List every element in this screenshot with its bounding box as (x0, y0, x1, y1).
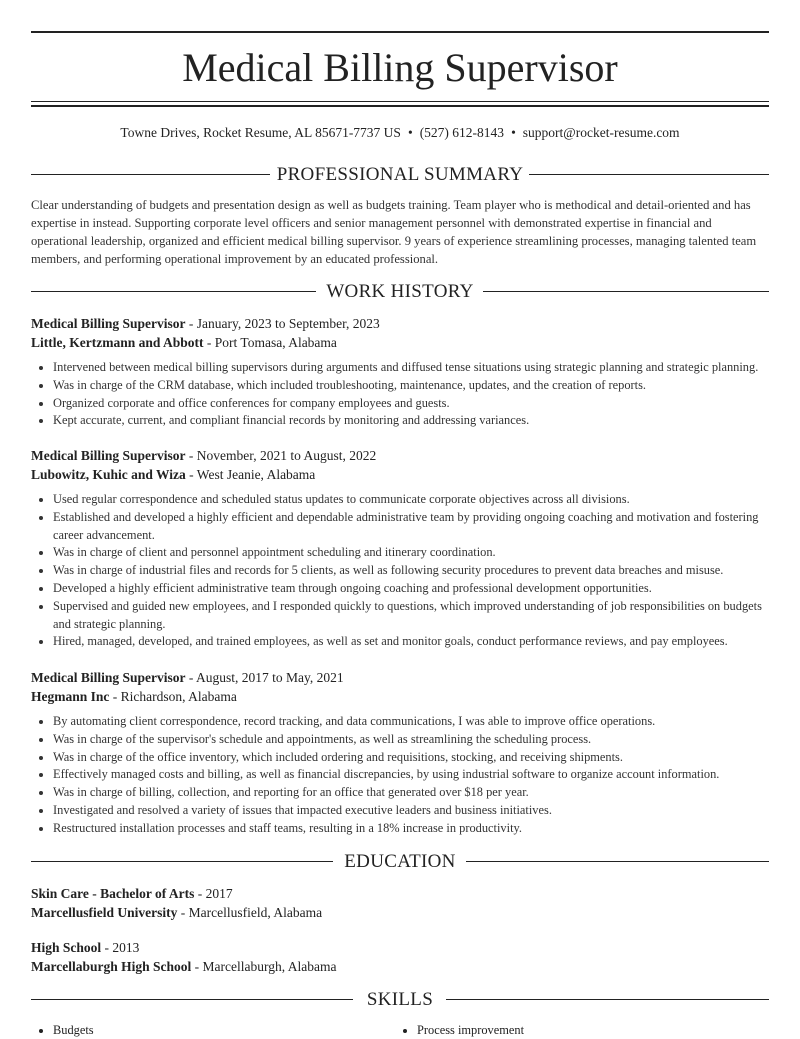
job-title: Medical Billing Supervisor (31, 670, 186, 685)
job-title: Medical Billing Supervisor (31, 448, 186, 463)
job-company: Hegmann Inc (31, 689, 110, 704)
contact-email[interactable]: support@rocket-resume.com (522, 125, 680, 140)
job-bullet: • Developed a highly efficient administrative team through ongoing coaching and professional development opportunities. (53, 580, 769, 598)
job-title: Medical Billing Supervisor (31, 316, 186, 331)
summary-text: Clear understanding of budgets and presentation design as well as budgets training. Team player who is methodical and detail-oriented and has expertise in instead. Supporting corporate level officers and senior management personnel with demonstrated expertise in financial and operational leadership, organized and efficient medical billing supervisor. 9 years of experience streamlining processes, managing talented team members, and performing operational improvement by an educated professional. (31, 198, 757, 266)
skill-item: • Process improvement (417, 1022, 755, 1039)
job-bullet: • Effectively managed costs and billing, as well as financial discrepancies, by using industrial software to organize account information. (53, 766, 769, 784)
job-entry (31, 668, 769, 838)
job-location: - Richardson, Alabama (109, 689, 237, 704)
job-bullet: • Organized corporate and office conferences for company employees and guests. (53, 395, 769, 413)
job-bullets (31, 359, 769, 430)
job-bullet: • Hired, managed, developed, and trained employees, as well as set and monitor goals, conduct performance reviews, and pay employees. (53, 633, 769, 651)
job-bullet: • Was in charge of the office inventory, which included ordering and requisitions, stocking, and receiving shipments. (53, 749, 769, 767)
job-location: - Port Tomasa, Alabama (203, 335, 337, 350)
job-dates: - November, 2021 to August, 2022 (185, 448, 377, 463)
job-location: - West Jeanie, Alabama (185, 467, 316, 482)
contact-line (31, 124, 769, 142)
top-rule (31, 31, 769, 33)
header-rule-thin (31, 101, 769, 102)
education-entry (31, 938, 769, 976)
job-bullet: • Restructured installation processes and staff teams, resulting in a 18% increase in productivity. (53, 820, 769, 838)
job-bullet: • Established and developed a highly efficient and dependable administrative team by providing ongoing coaching and motivation and fostering career advancement. (53, 509, 769, 545)
section-title: SKILLS (366, 989, 434, 1010)
job-bullet: • Investigated and resolved a variety of issues that impacted executive leaders and business initiatives. (53, 802, 769, 820)
job-bullets (31, 713, 769, 838)
job-bullet: • Was in charge of billing, collection, and reporting for an office that generated over $18 per year. (53, 784, 769, 802)
job-bullet: • Kept accurate, current, and compliant financial records by monitoring and addressing variances. (53, 412, 769, 430)
education-location: - Marcellusfield, Alabama (177, 905, 323, 920)
section-title: PROFESSIONAL SUMMARY (276, 164, 524, 185)
job-bullet: • Supervised and guided new employees, and I responded quickly to questions, which improved understanding of job responsibilities on budgets and strategic planning. (53, 598, 769, 634)
resume-name: Medical Billing Supervisor (182, 45, 618, 90)
job-bullets (31, 491, 769, 651)
job-bullet: • Was in charge of industrial files and records for 5 clients, as well as following security procedures to prevent data breaches and misuse. (53, 562, 769, 580)
job-dates: - January, 2023 to September, 2023 (185, 316, 380, 331)
section-title: EDUCATION (344, 851, 456, 872)
section-header-work-history (31, 280, 769, 304)
job-bullet: • Was in charge of client and personnel appointment scheduling and itinerary coordination. (53, 544, 769, 562)
section-title: WORK HISTORY (326, 281, 474, 302)
education-school: Marcellusfield University (31, 905, 178, 920)
contact-address: Towne Drives, Rocket Resume, AL 85671-7737 US (120, 125, 401, 140)
job-dates: - August, 2017 to May, 2021 (185, 670, 344, 685)
job-bullet: • Was in charge of the supervisor's schedule and appointments, as well as streamlining the scheduling process. (53, 731, 769, 749)
section-header-summary (31, 163, 769, 187)
education-school: Marcellaburgh High School (31, 959, 192, 974)
skill-item: • Budgets (53, 1022, 391, 1039)
education-location: - Marcellaburgh, Alabama (191, 959, 337, 974)
education-degree: High School (31, 940, 102, 955)
job-entry (31, 446, 769, 651)
contact-phone: (527) 612-8143 (419, 125, 505, 140)
education-year: - 2013 (101, 940, 140, 955)
education-entry (31, 884, 769, 922)
skills-column-right (395, 1022, 755, 1039)
section-header-education (31, 850, 769, 874)
header-rule-thick (31, 105, 769, 107)
job-bullet: • Was in charge of the CRM database, which included troubleshooting, maintenance, updates, and the creation of reports. (53, 377, 769, 395)
section-header-skills (31, 988, 769, 1012)
job-company: Little, Kertzmann and Abbott (31, 335, 204, 350)
job-entry (31, 314, 769, 430)
contact-separator: • (511, 125, 516, 140)
skills-column-left (31, 1022, 391, 1039)
education-year: - 2017 (194, 886, 233, 901)
job-bullet: • Intervened between medical billing supervisors during arguments and diffused tense situations using strategic planning and strategic planning. (53, 359, 769, 377)
job-bullet: • Used regular correspondence and scheduled status updates to communicate corporate objectives across all divisions. (53, 491, 769, 509)
job-bullet: • By automating client correspondence, record tracking, and data communications, I was able to improve office operations. (53, 713, 769, 731)
job-company: Lubowitz, Kuhic and Wiza (31, 467, 186, 482)
education-degree: Skin Care - Bachelor of Arts (31, 886, 195, 901)
contact-separator: • (407, 125, 413, 140)
